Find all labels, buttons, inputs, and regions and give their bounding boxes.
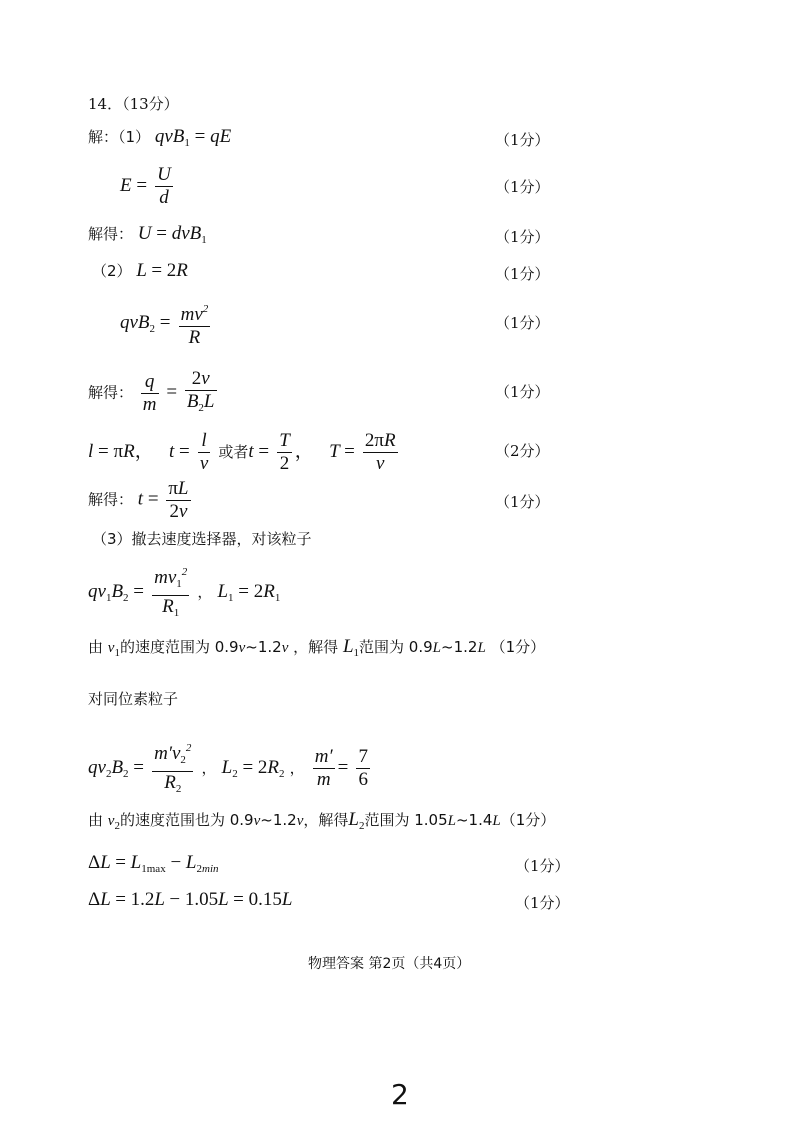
equation-qvb1-qe: qvB$_1$ = qE [154,126,232,149]
score-9: （1分） [490,638,546,656]
score-8: （1分） [495,493,550,511]
question-header: 14．（13分） [88,95,179,113]
score-12: （1分） [515,894,570,912]
page-footer: 物理答案 第2页（共4页） [308,956,471,972]
step-3-text: （3）撤去速度选择器，对该粒子 [92,530,312,548]
score-5: （1分） [495,314,550,332]
score-2: （1分） [495,178,550,196]
fraction-2v-b2l: $\frac{2v}{B_2L}$ [185,368,217,419]
score-3: （1分） [495,228,550,246]
range-line-v2: 由 $v_2$的速度范围也为 0.9v~1.2v，解得$L_2$范围为 1.05L~1.4L（1分） [88,809,556,832]
equation-u-dvb1: U = dvB$_1$ [137,223,207,246]
score-7: （2分） [495,442,550,460]
equation-delta-l-value: ΔL = 1.2L − 1.05L = 0.15L [88,889,293,910]
part-2-label: （2） [92,262,132,280]
fraction-q-m: $\frac{q}{m}$ [142,371,157,415]
result-q-over-m: 解得： $\frac{q}{m}$ = $\frac{2v}{B_2L}$ [88,368,220,419]
result-t: 解得： t = $\frac{\pi L}{2v}$ [88,478,189,522]
score-10: （1分） [500,811,556,829]
step-1-equation [88,126,231,149]
range-line-v1: 由 $v_1$的速度范围为 0.9v~1.2v ，解得 $L_1$范围为 0.9L~1.2L （1分） [88,636,546,659]
result-u: 解得： U = dvB$_1$ [88,223,207,246]
equation-qv2b2: $qv_2B_2$ = $\frac{m'v_2^2}{R_2}$ ， $L_2 = 2R_2$ ， $\frac{m'}{m}$ = $\frac{7}{6}$ [88,737,373,800]
equation-delta-l: $\Delta L = L_{1max} - L_{2min}$ [88,852,219,875]
part-1-label: （1） [118,128,151,146]
score-1: （1分） [495,131,550,149]
equation-qv1b2: $qv_1B_2$ = $\frac{mv_1^2}{R_1}$ ， $L_1 = 2R_1$ [88,561,280,624]
equation-qvb2-mv2-r: qvB$_2$ = $\frac{mv^2}{R}$ [120,303,209,348]
equation-e-u-over-d: E = $\frac{U}{d}$ [120,164,171,208]
page-number: 2 [391,1078,409,1111]
score-4: （1分） [495,265,550,283]
isotope-text: 对同位素粒子 [88,690,179,708]
equation-l-2r: L = 2R [136,260,188,281]
score-6: （1分） [495,383,550,401]
jie-label: 解： [88,128,119,146]
equation-arc-time-period: l = πR， t = $\frac{l}{v}$ 或者t = $\frac{T}{2}$ ， T = $\frac{2\pi R}{v}$ [88,430,396,474]
step-2-equation [92,260,188,282]
score-11: （1分） [515,857,570,875]
